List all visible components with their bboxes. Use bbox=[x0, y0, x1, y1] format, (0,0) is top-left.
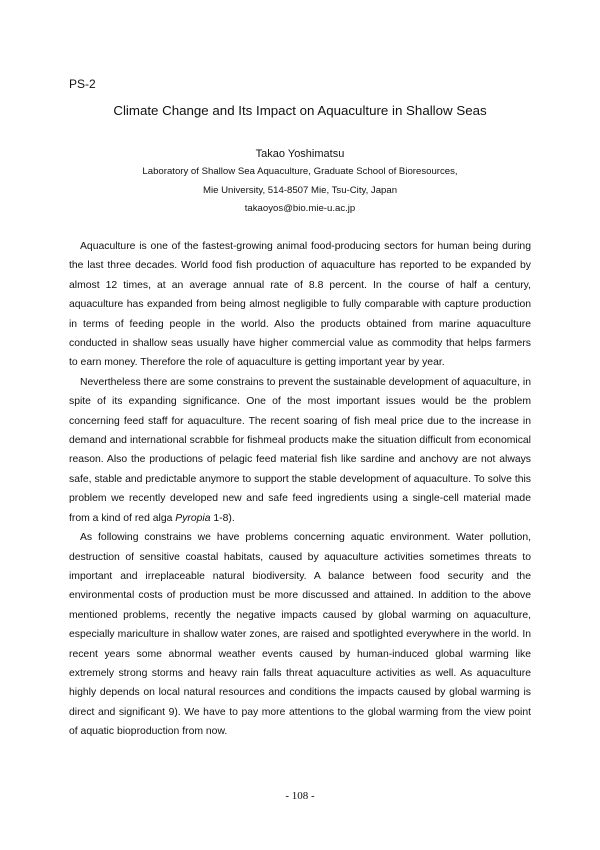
affiliation-line: Laboratory of Shallow Sea Aquaculture, Graduate School of Bioresources, bbox=[142, 166, 458, 177]
page-number: - 108 - bbox=[285, 790, 315, 802]
species-name: Pyropia bbox=[175, 512, 211, 524]
abstract-body bbox=[69, 237, 531, 742]
paper-title: Climate Change and Its Impact on Aquaculture in Shallow Seas bbox=[113, 103, 487, 118]
body-paragraph: Aquaculture is one of the fastest-growing animal food-producing sectors for human being during the last three decades. World food fish production of aquaculture has reported to be expanded by almost 12 times, at an average annual rate of 8.8 percent. In the course of half a century, aquaculture has expanded from being almost negligible to fully comparable with capture production in terms of feeding people in the world. Also the products obtained from marine aquaculture conducted in shallow seas usually have higher commercial value as commodity that helps farmers to earn money. Therefore the role of aquaculture is getting important year by year. bbox=[69, 241, 531, 369]
author-email: takaoyos@bio.mie-u.ac.jp bbox=[244, 203, 356, 214]
affiliation-line: Mie University, 514-8507 Mie, Tsu-City, Japan bbox=[202, 185, 398, 196]
body-paragraph bbox=[69, 373, 531, 528]
paragraph-text: Nevertheless there are some constrains to prevent the sustainable development of aquaculture, in spite of its expanding significance. One of the most important issues would be the problem concerning feed staff for aquaculture. The recent soaring of fish meal price due to the increase in demand and international scrabble for fishmeal products make the situation difficult from economical reason. Also the productions of pelagic feed material fish like sardine and anchovy are not always safe, stable and predictable anymore to support the stable development of aquaculture. To solve this problem we recently developed new and safe feed ingredients using a single-cell material made from a kind of red alga bbox=[69, 376, 531, 524]
session-code: PS-2 bbox=[69, 77, 96, 91]
body-paragraph: As following constrains we have problems concerning aquatic environment. Water pollution, destruction of sensitive coastal habitats, caused by aquaculture activities sometimes threats to important and irreplaceable natural biodiversity. A balance between food security and the environmental costs of production must be more discussed and attained. In addition to the above mentioned problems, recently the negative impacts caused by global warming on aquaculture, especially mariculture in shallow water zones, are raised and spotlighted everywhere in the world. In recent years some abnormal weather events caused by human-induced global warming like extremely strong storms and heavy rain falls threat aquaculture activities as well. As aquaculture highly depends on local natural resources and conditions the impacts caused by global warming is direct and significant 9). We have to pay more attentions to the global warming from the view point of aquatic bioproduction from now. bbox=[69, 532, 531, 738]
author-name: Takao Yoshimatsu bbox=[255, 148, 345, 160]
reference-citation: 1-8). bbox=[210, 512, 235, 524]
